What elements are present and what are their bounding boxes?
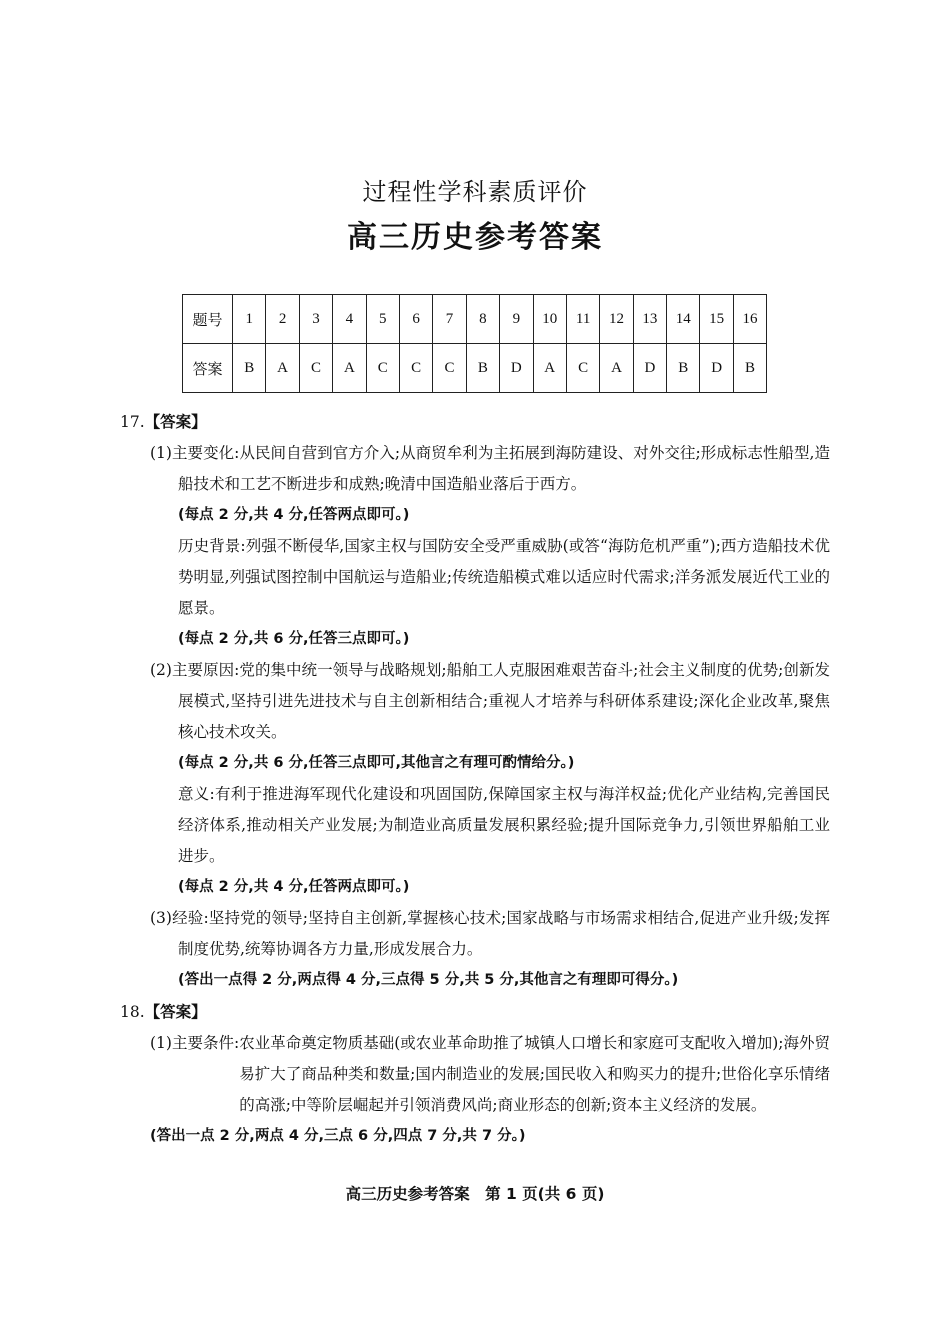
question-number-cell: 2: [266, 295, 299, 344]
q17-part1-scoring-note: (每点 2 分,共 4 分,任答两点即可。): [178, 507, 410, 523]
question-18-heading: [120, 996, 830, 1028]
q17-part1-text: 主要变化:从民间自营到官方介入;从商贸牟利为主拓展到海防建设、对外交往;形成标志性船型,造船技术和工艺不断进步和成熟;晚清中国造船业落后于西方。: [171, 444, 830, 493]
question-number-cell: 14: [667, 295, 700, 344]
answer-cell: B: [733, 344, 766, 393]
question-number-row: [183, 295, 767, 344]
answer-cell: A: [600, 344, 633, 393]
answer-cell: D: [700, 344, 733, 393]
q18-part1-scoring-note: (答出一点 2 分,两点 4 分,三点 6 分,四点 7 分,共 7 分。): [150, 1128, 526, 1144]
answer-cell: A: [333, 344, 366, 393]
q17-part1-background: 历史背景:列强不断侵华,国家主权与国防安全受严重威胁(或答“海防危机严重”);西方造船技术优势明显,列强试图控制中国航运与造船业;传统造船模式难以适应时代需求;洋务派发展近代工业的愿景。: [178, 537, 830, 617]
q17-part3-label: (3): [150, 909, 172, 927]
answer-cell: D: [633, 344, 666, 393]
q17-part2-significance-scoring-note: (每点 2 分,共 4 分,任答两点即可。): [178, 879, 410, 895]
q18-part1-label: (1)主要条件:: [150, 1034, 240, 1052]
question-17-number: 17.: [120, 413, 145, 431]
question-number-cell: 7: [433, 295, 466, 344]
answer-cell: C: [433, 344, 466, 393]
question-18-number: 18.: [120, 1003, 145, 1021]
answer-cell: A: [533, 344, 566, 393]
answer-cell: C: [366, 344, 399, 393]
answer-cell: A: [266, 344, 299, 393]
q17-part3-text: 经验:坚持党的领导;坚持自主创新,掌握核心技术;国家战略与市场需求相结合,促进产业升级;发挥制度优势,统筹协调各方力量,形成发展合力。: [171, 909, 830, 958]
question-number-cell: 11: [566, 295, 599, 344]
question-number-cell: 15: [700, 295, 733, 344]
question-number-cell: 3: [299, 295, 332, 344]
question-number-cell: 6: [399, 295, 432, 344]
answer-table: [182, 294, 767, 393]
q17-part3: [120, 903, 830, 965]
question-number-cell: 13: [633, 295, 666, 344]
row-label-question-number: 题号: [183, 295, 233, 344]
question-number-cell: 1: [233, 295, 266, 344]
q17-part2-scoring-note: (每点 2 分,共 6 分,任答三点即可,其他言之有理可酌情给分。): [178, 755, 575, 771]
question-17-heading: [120, 406, 830, 438]
answer-cell: C: [399, 344, 432, 393]
question-number-cell: 8: [466, 295, 499, 344]
row-label-answer: 答案: [183, 344, 233, 393]
answer-cell: C: [566, 344, 599, 393]
q17-part1-background-scoring-note: (每点 2 分,共 6 分,任答三点即可。): [178, 631, 410, 647]
question-number-cell: 5: [366, 295, 399, 344]
page-title: 高三历史参考答案: [347, 220, 603, 255]
question-number-cell: 4: [333, 295, 366, 344]
question-18-answer-tag: 【答案】: [144, 1002, 207, 1021]
q17-part2-text: 主要原因:党的集中统一领导与战略规划;船舶工人克服困难艰苦奋斗;社会主义制度的优势;创新发展模式,坚持引进先进技术与自主创新相结合;重视人才培养与科研体系建设;深化企业改革,聚焦核心技术攻关。: [171, 661, 830, 741]
answer-cell: B: [233, 344, 266, 393]
question-number-cell: 12: [600, 295, 633, 344]
answer-cell: C: [299, 344, 332, 393]
q18-part1: [120, 1028, 830, 1121]
question-17-answer-tag: 【答案】: [144, 412, 207, 431]
question-number-cell: 16: [733, 295, 766, 344]
question-number-cell: 9: [500, 295, 533, 344]
q17-part2: [120, 655, 830, 748]
answer-cell: B: [466, 344, 499, 393]
q17-part2-significance: 意义:有利于推进海军现代化建设和巩固国防,保障国家主权与海洋权益;优化产业结构,完善国民经济体系,推动相关产业发展;为制造业高质量发展积累经验;提升国际竞争力,引领世界船舶工业进步。: [178, 785, 830, 865]
q18-part1-text: 农业革命奠定物质基础(或农业革命助推了城镇人口增长和家庭可支配收入增加);海外贸易扩大了商品种类和数量;国内制造业的发展;国民收入和购买力的提升;世俗化享乐情绪的高涨;中等阶层崛起并引领消费风尚;商业形态的创新;资本主义经济的发展。: [239, 1034, 831, 1114]
q17-part1-label: (1): [150, 444, 172, 462]
answer-cell: D: [500, 344, 533, 393]
page-footer: 高三历史参考答案 第 1 页(共 6 页): [345, 1185, 605, 1203]
q17-part1: [120, 438, 830, 500]
answer-cell: B: [667, 344, 700, 393]
exam-subtitle: 过程性学科素质评价: [362, 178, 588, 206]
answer-content: [120, 406, 830, 1152]
q17-part3-scoring-note: (答出一点得 2 分,两点得 4 分,三点得 5 分,共 5 分,其他言之有理即可得分。): [178, 972, 679, 988]
q17-part2-label: (2): [150, 661, 172, 679]
answer-row: [183, 344, 767, 393]
question-number-cell: 10: [533, 295, 566, 344]
